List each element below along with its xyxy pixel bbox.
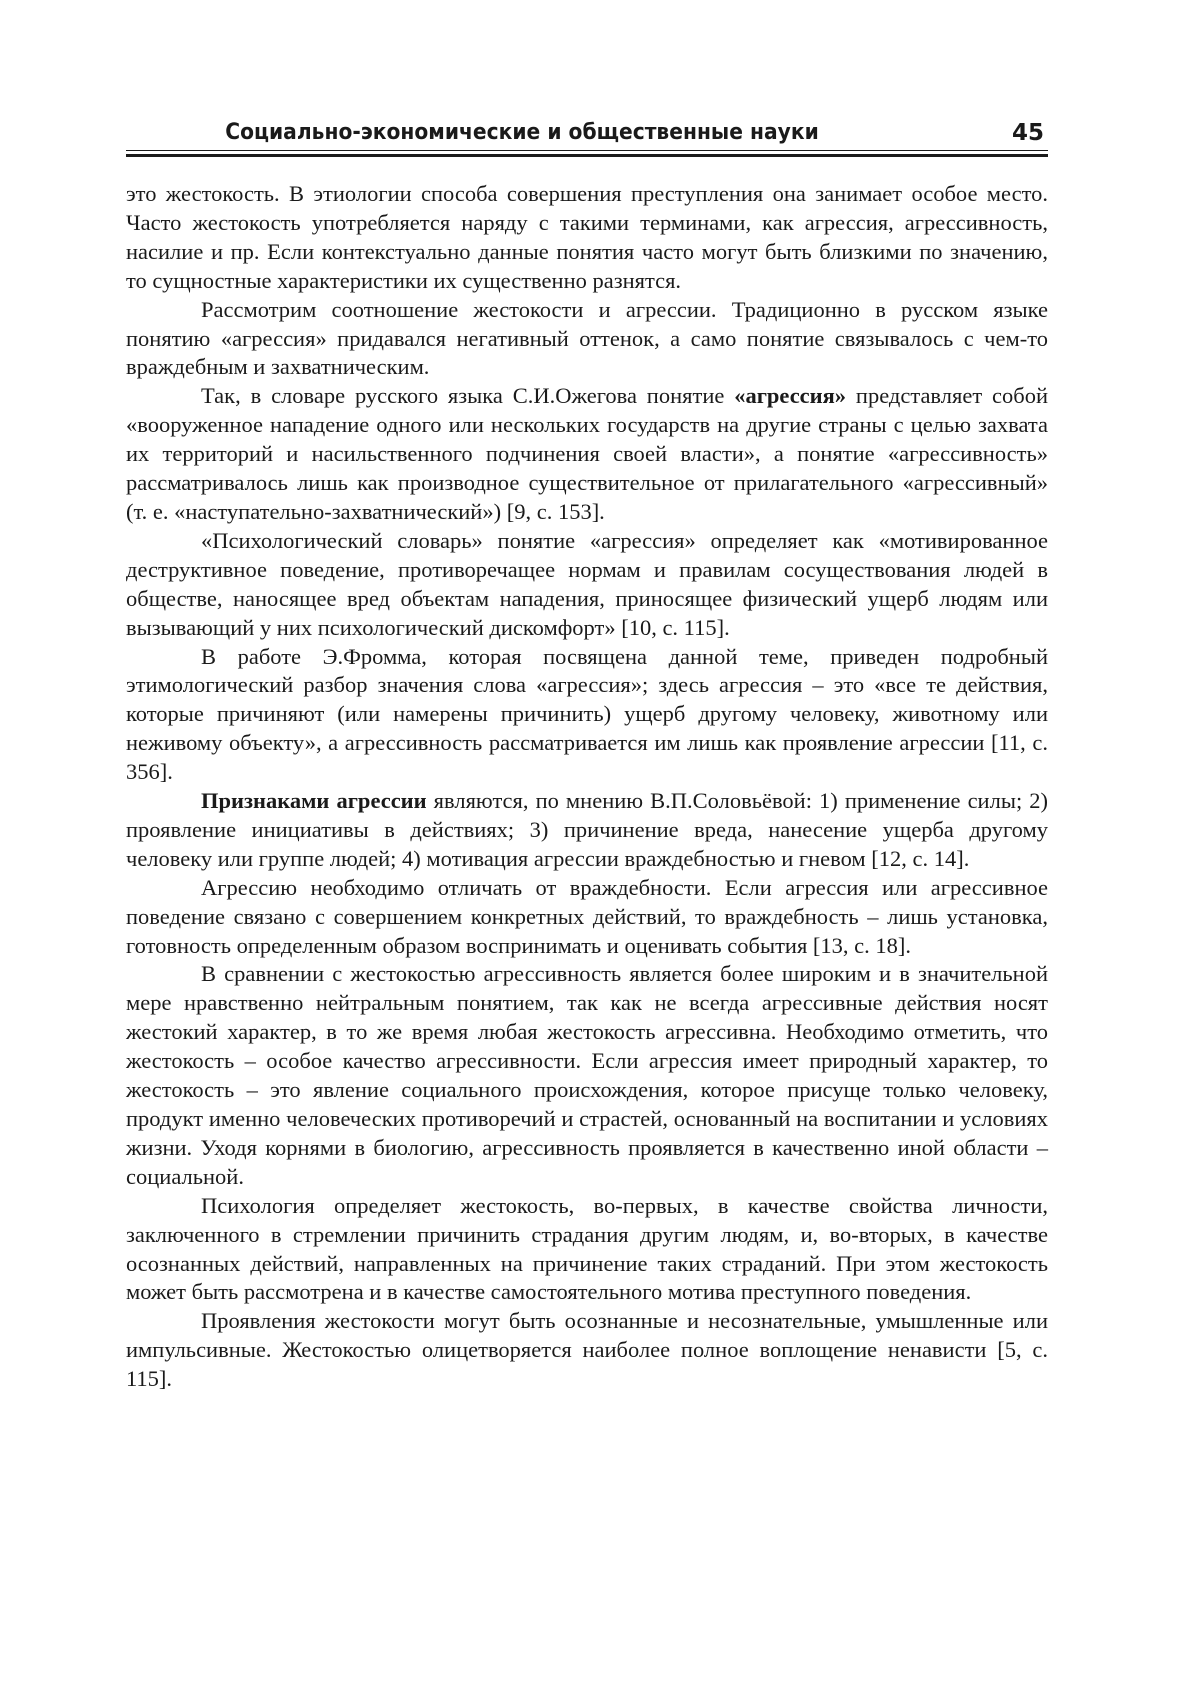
paragraph-3-rest: представляет собой «вооруженное нападение одного или нескольких государств на другие страны с целью захвата их территорий и насильственного подчинения своей власти», а понятие «агрессивность» рассматривалось лишь как производное существительное от прилагательного «агрессивный» (т. е. «наступательно-захватнический») [9, с. 153].: [126, 383, 1048, 524]
paragraph-6-rest: являются, по мнению В.П.Соловьёвой: 1) применение силы; 2) проявление инициативы в действиях; 3) причинение вреда, нанесение ущерба другому человеку или группе людей; 4) мотивация агрессии враждебностью и гневом [12, с. 14].: [126, 788, 1048, 871]
running-header: [126, 120, 1048, 154]
paragraph-6: [126, 787, 1048, 874]
paragraph-4: «Психологический словарь» понятие «агрессия» определяет как «мотивированное деструктивное поведение, противоречащее нормам и правилам сосуществования людей в обществе, наносящее вред объектам нападения, приносящее физический ущерб людям или вызывающий у них психологический дискомфорт» [10, с. 115].: [126, 527, 1048, 640]
term-signs-of-aggression: Признаками агрессии: [201, 788, 427, 814]
section-title: Социально-экономические и общественные науки: [225, 120, 819, 145]
header-rule-thin: [126, 150, 1048, 151]
paragraph-1: это жестокость. В этиологии способа совершения преступления она занимает особое место. Часто жестокость употребляется наряду с такими терминами, как агрессия, агрессивность, насилие и пр. Если контекстуально данные понятия часто могут быть близкими по значению, то сущностные характеристики их существенно разнятся.: [126, 181, 1048, 293]
page-number: 45: [1011, 120, 1044, 146]
paragraph-9: Психология определяет жестокость, во-первых, в качестве свойства личности, заключенного в стремлении причинить страдания другим людям, и, во-вторых, в качестве осознанных действий, направленных на причинение таких страданий. При этом жестокость может быть рассмотрена и в качестве самостоятельного мотива преступного поведения.: [126, 1192, 1048, 1305]
term-aggression: «агрессия»: [734, 383, 847, 409]
paragraph-5: В работе Э.Фромма, которая посвящена данной теме, приведен подробный этимологический разбор значения слова «агрессия»; здесь агрессия – это «все те действия, которые причиняют (или намерены причинить) ущерб другому человеку, животному или неживому объекту», а агрессивность рассматривается им лишь как проявление агрессии [11, с. 356].: [126, 643, 1048, 785]
paragraph-10: Проявления жестокости могут быть осознанные и несознательные, умышленные или импульсивные. Жестокостью олицетворяется наиболее полное воплощение ненависти [5, с. 115].: [126, 1308, 1048, 1392]
paragraph-8: В сравнении с жестокостью агрессивность является более широким и в значительной мере нравственно нейтральным понятием, так как не всегда агрессивные действия носят жестокий характер, в то же время любая жестокость агрессивна. Необходимо отметить, что жестокость – особое качество агрессивности. Если агрессия имеет природный характер, то жестокость – это явление социального происхождения, которое присуще только человеку, продукт именно человеческих противоречий и страстей, основанный на воспитании и условиях жизни. Уходя корнями в биологию, агрессивность проявляется в качественно иной области – социальной.: [126, 961, 1048, 1189]
paragraph-2: Рассмотрим соотношение жестокости и агрессии. Традиционно в русском языке понятию «агрессия» придавался негативный оттенок, а само понятие связывалось с чем-то враждебным и захватническим.: [126, 296, 1048, 380]
header-rule-thick: [126, 154, 1048, 157]
paragraph-7: Агрессию необходимо отличать от враждебности. Если агрессия или агрессивное поведение связано с совершением конкретных действий, то враждебность – лишь установка, готовность определенным образом воспринимать и оценивать события [13, с. 18].: [126, 874, 1048, 958]
paragraph-3: [126, 382, 1048, 527]
paragraph-3-lead: Так, в словаре русского языка С.И.Ожегова понятие: [201, 383, 735, 409]
body-text: [126, 180, 1048, 1394]
